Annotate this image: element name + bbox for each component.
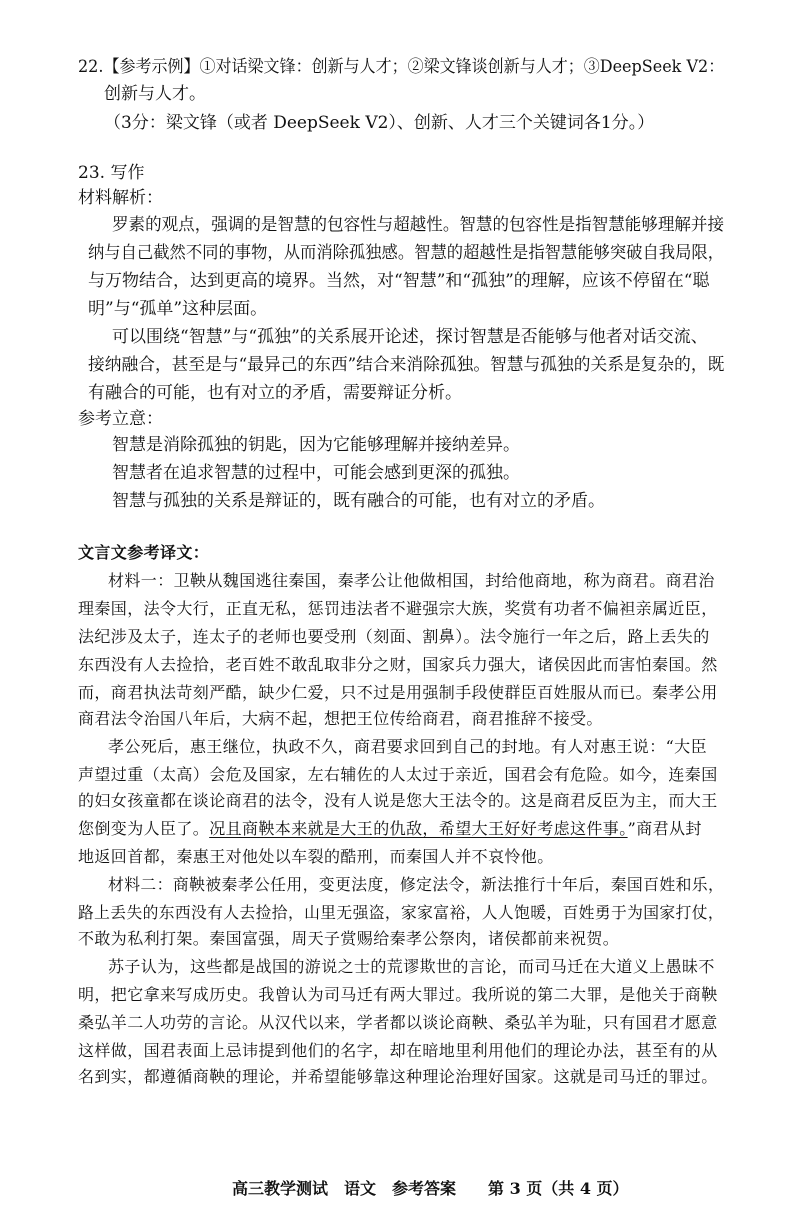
sushi-comment-line: 明，把它拿来写成历史。我曾认为司马迁有两大罪过。我所说的第二大罪，是他关于商鞅 [78,985,718,1004]
analysis-p2-line: 接纳融合，甚至是与“最异己的东西”结合来消除孤独。智慧与孤独的关系是复杂的，既 [88,355,725,375]
q22-scoring: （3分：梁文锋（或者 DeepSeek V2）、创新、人才三个关键词各1分。） [104,113,655,133]
ideas-label: 参考立意： [78,409,163,429]
analysis-p1-line: 与万物结合，达到更高的境界。当然，对“智慧”和“孤独”的理解，应该不停留在“聪 [88,271,710,291]
analysis-label: 材料解析： [78,188,163,208]
material1b-line: 声望过重（太高）会危及国家，左右辅佐的人太过于亲近，国君会有危险。如今，连秦国 [78,765,718,784]
material1-line: 而，商君执法苛刻严酷，缺少仁爱，只不过是用强制手段使群臣百姓服从而已。秦孝公用 [78,683,718,702]
classical-title: 文言文参考译文： [78,543,210,562]
material1b-line: 孝公死后，惠王继位，执政不久，商君要求回到自己的封地。有人对惠王说：“大臣 [108,737,707,756]
underlined-sentence: 况且商鞅本来就是大王的仇敌，希望大王好好考虑这件事。 [209,819,628,838]
analysis-p1-line: 纳与自己截然不同的事物，从而消除孤独感。智慧的超越性是指智慧能够突破自我局限， [88,243,725,263]
idea-item: 智慧与孤独的关系是辩证的，既有融合的可能，也有对立的矛盾。 [112,491,605,511]
material1b-line-4 [78,816,702,842]
material2-line: 路上丢失的东西没有人去捡拾，山里无强盗，家家富裕，人人饱暖，百姓勇于为国家打仗， [78,903,725,922]
page-footer: 高三教学测试 语文 参考答案 第 3 页（共 4 页） [232,1179,629,1198]
analysis-p1-line: 明”与“孤单”这种层面。 [88,299,268,319]
sushi-comment-line: 苏子认为，这些都是战国的游说之士的荒谬欺世的言论，而司马迁在大道义上愚昧不 [108,957,715,976]
material1-line: 材料一：卫鞅从魏国逃往秦国，秦孝公让他做相国，封给他商地，称为商君。商君治 [108,571,715,590]
material2-line: 材料二：商鞅被秦孝公任用，变更法度，修定法令，新法推行十年后，秦国百姓和乐， [108,875,725,894]
material2-line: 不敢为私利打架。秦国富强，周天子赏赐给秦孝公祭肉，诸侯都前来祝贺。 [78,929,620,948]
material1b-line: 的妇女孩童都在谈论商君的法令，没有人说是您大王法令的。这是商君反臣为主，而大王 [78,791,718,810]
analysis-p1-line: 罗素的观点，强调的是智慧的包容性与超越性。智慧的包容性是指智慧能够理解并接 [112,215,725,235]
analysis-p2-line: 可以围绕“智慧”与“孤独”的关系展开论述，探讨智慧是否能够与他者对话交流、 [112,327,708,347]
material1b-line: 地返回首都，秦惠王对他处以车裂的酷刑，而秦国人并不哀怜他。 [78,847,554,866]
sushi-comment-line: 这样做，国君表面上忌讳提到他们的名字，却在暗地里利用他们的理论办法，甚至有的从 [78,1041,718,1060]
material1-line: 理秦国，法令大行，正直无私，惩罚违法者不避强宗大族，奖赏有功者不偏袒亲属近臣， [78,599,718,618]
line4-prefix: 您倒变为人臣了。 [78,819,210,838]
idea-item: 智慧是消除孤独的钥匙，因为它能够理解并接纳差异。 [112,435,520,455]
sushi-comment-line: 桑弘羊二人功劳的言论。从汉代以来，学者都以谈论商鞅、桑弘羊为耻，只有国君才愿意 [78,1013,718,1032]
material1-line: 法纪涉及太子，连太子的老师也要受刑（刻面、割鼻）。法令施行一年之后，路上丢失的 [78,627,710,646]
sushi-comment-line: 名到实，都遵循商鞅的理论，并希望能够靠这种理论治理好国家。这就是司马迁的罪过。 [78,1067,718,1086]
q22-line1: 22.【参考示例】①对话梁文锋：创新与人才；②梁文锋谈创新与人才；③DeepSeek V2： [78,57,725,77]
material1-line: 商君法令治国八年后，大病不起，想把王位传给商君，商君推辞不接受。 [78,709,603,728]
idea-item: 智慧者在追求智慧的过程中，可能会感到更深的孤独。 [112,463,520,483]
analysis-p2-line: 有融合的可能，也有对立的矛盾，需要辩证分析。 [88,383,462,403]
material1-line: 东西没有人去捡拾，老百姓不敢乱取非分之财，国家兵力强大，诸侯因此而害怕秦国。然 [78,655,718,674]
line4-suffix: ”商君从封 [627,819,702,838]
q22-line2: 创新与人才。 [104,84,206,104]
q23-title: 23. 写作 [78,163,145,183]
